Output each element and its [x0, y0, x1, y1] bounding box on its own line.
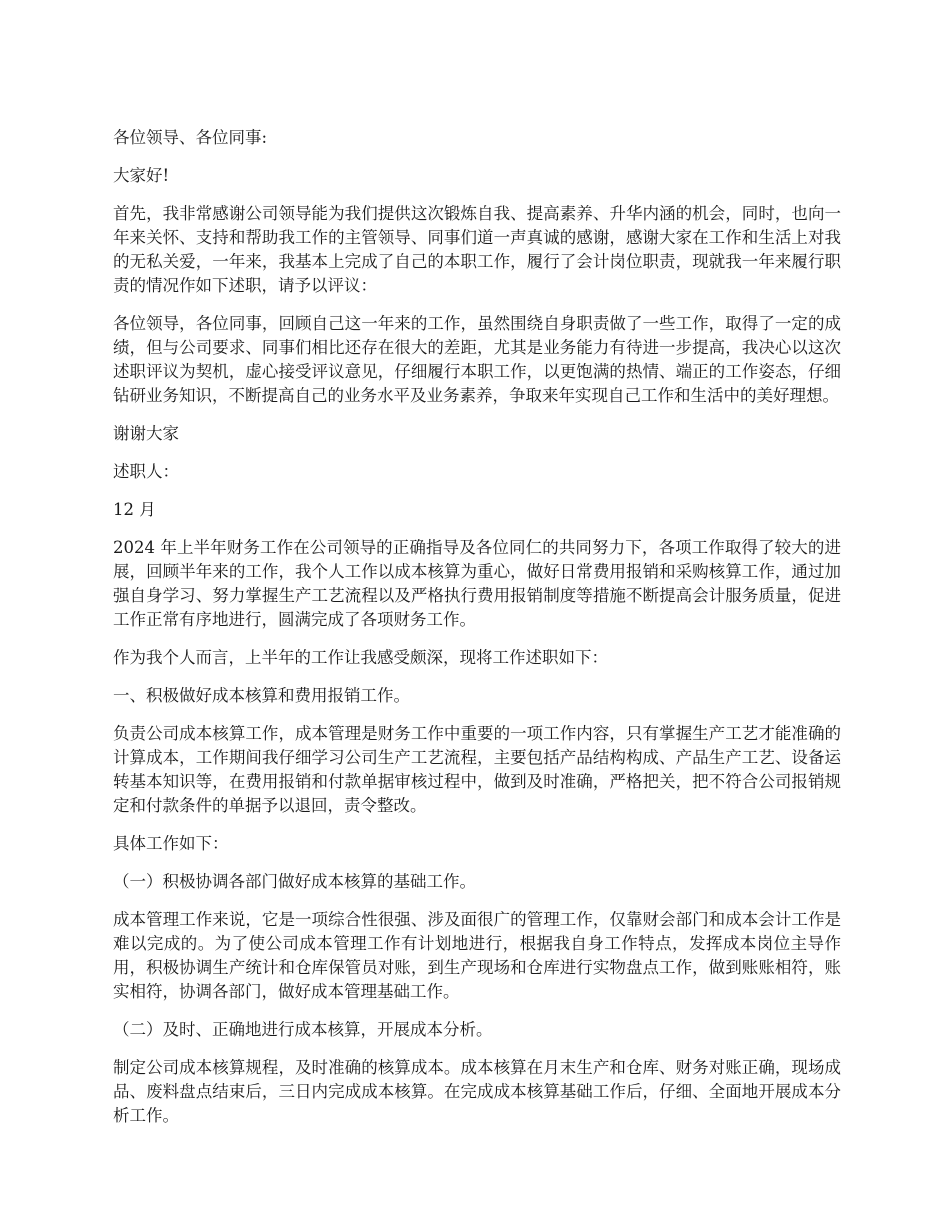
date-line: 12 月: [113, 500, 156, 519]
closing-thanks: 谢谢大家: [113, 424, 179, 443]
signature-label: 述职人：: [113, 462, 179, 481]
salutation: 各位领导、各位同事:: [113, 128, 268, 147]
paragraph-review: 各位领导，各位同事，回顾自己这一年来的工作，虽然围绕自身职责做了一些工作，取得了一定的成绩，但与公司要求、同事们相比还存在很大的差距，尤其是业务能力有待进一步提高，我决心以这次述职评议为契机，虚心接受评议意见，仔细履行本职工作，以更饱满的热情、端正的工作姿态，仔细钻研业务知识，不断提高自己的业务水平及业务素养，争取来年实现自己工作和生活中的美好理想。: [113, 314, 841, 405]
paragraph-coordination: 成本管理工作来说，它是一项综合性很强、涉及面很广的管理工作，仅靠财会部门和成本会计工作是难以完成的。为了使公司成本管理工作有计划地进行，根据我自身工作特点，发挥成本岗位主导作用，积极协调生产统计和仓库保管员对账，到生产现场和仓库进行实物盘点工作，做到账账相符，账实相符，协调各部门，做好成本管理基础工作。: [113, 910, 841, 1001]
subsection-heading-2: （二）及时、正确地进行成本核算，开展成本分析。: [113, 1020, 493, 1039]
paragraph-intro: 作为我个人而言，上半年的工作让我感受颇深，现将工作述职如下：: [113, 648, 608, 667]
paragraph-cost-accounting: 负责公司成本核算工作，成本管理是财务工作中重要的一项工作内容，只有掌握生产工艺才能准确的计算成本，工作期间我仔细学习公司生产工艺流程，主要包括产品结构构成、产品生产工艺、设备运转基本知识等，在费用报销和付款单据审核过程中，做到及时准确，严格把关，把不符合公司报销规定和付款条件的单据予以退回，责令整改。: [113, 724, 841, 815]
paragraph-details-label: 具体工作如下：: [113, 834, 229, 853]
greeting: 大家好!: [113, 166, 170, 185]
section-heading-1: 一、积极做好成本核算和费用报销工作。: [113, 686, 410, 705]
paragraph-half-year-summary: 2024 年上半年财务工作在公司领导的正确指导及各位同仁的共同努力下，各项工作取得了较大的进展，回顾半年来的工作，我个人工作以成本核算为重心，做好日常费用报销和采购核算工作，通过加强自身学习、努力掌握生产工艺流程以及严格执行费用报销制度等措施不断提高会计服务质量，促进工作正常有序地进行，圆满完成了各项财务工作。: [113, 538, 841, 629]
subsection-heading-1: （一）积极协调各部门做好成本核算的基础工作。: [113, 872, 476, 891]
document-body: [113, 126, 841, 1142]
paragraph-cost-analysis: 制定公司成本核算规程，及时准确的核算成本。成本核算在月末生产和仓库、财务对账正确，现场成品、废料盘点结束后，三日内完成成本核算。在完成成本核算基础工作后，仔细、全面地开展成本分析工作。: [113, 1058, 841, 1125]
paragraph-thanks: 首先，我非常感谢公司领导能为我们提供这次锻炼自我、提高素养、升华内涵的机会，同时，也向一年来关怀、支持和帮助我工作的主管领导、同事们道一声真诚的感谢，感谢大家在工作和生活上对我的无私关爱，一年来，我基本上完成了自己的本职工作，履行了会计岗位职责，现就我一年来履行职责的情况作如下述职，请予以评议：: [113, 204, 841, 295]
